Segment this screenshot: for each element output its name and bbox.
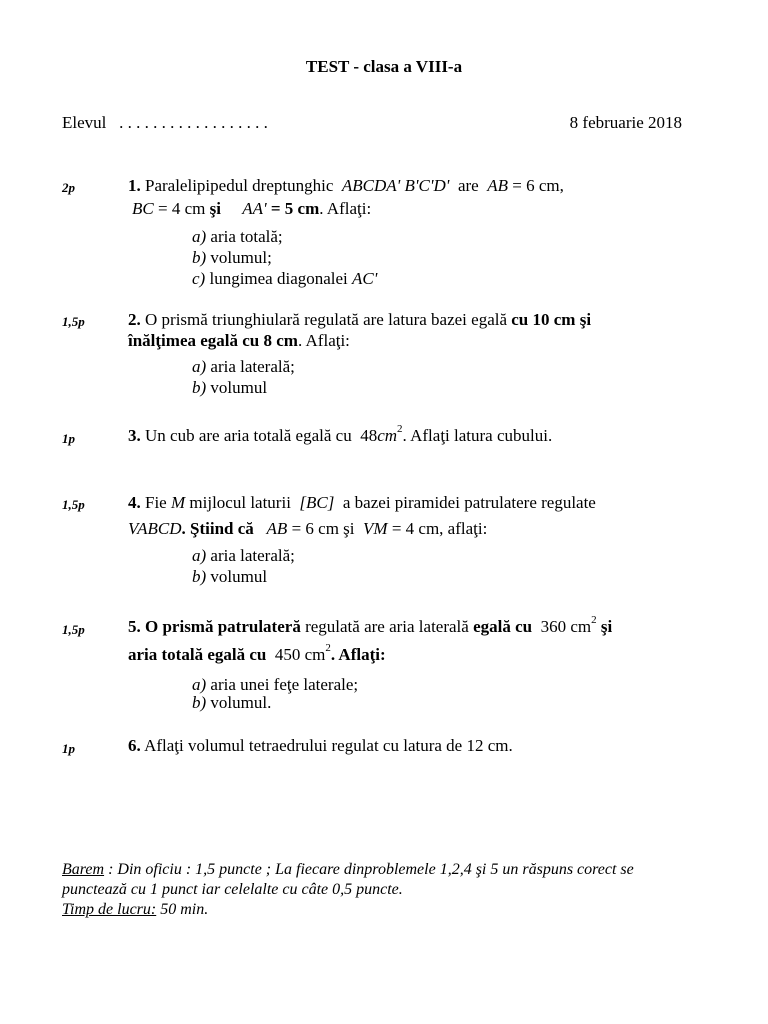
barem-label: Barem (62, 861, 105, 878)
problem-6-line (128, 736, 513, 756)
problem-6-number: 6. (128, 736, 141, 755)
problem-4-text-d: . Ştiind că (181, 519, 254, 538)
problem-1-item-a (192, 227, 283, 247)
problem-2-line1 (128, 310, 591, 330)
problem-5-text-a: O prismă patrulateră (145, 617, 301, 636)
problem-3-math: 48 (360, 426, 378, 445)
problem-4-text-b: mijlocul laturii (189, 493, 291, 512)
problem-2-item-a (192, 357, 295, 377)
time-label: Timp de lucru: (62, 901, 157, 918)
item-letter: c) (192, 269, 206, 288)
problem-5-exp-tot: 2 (325, 642, 331, 655)
problem-4-math-m: M (170, 493, 186, 512)
problem-3-text-a: Un cub are aria totală egală cu (145, 426, 352, 445)
problem-1-are: are (457, 176, 479, 195)
problem-1-math-prism: ABCDA' B'C'D' (341, 176, 450, 195)
problem-1-si: şi (209, 199, 221, 218)
problem-4-text-c: a bazei piramidei patrulatere regulate (342, 493, 596, 512)
problem-1-item-c (192, 269, 377, 289)
problem-5-si: şi (600, 617, 613, 636)
problem-4-number: 4. (128, 493, 141, 512)
item-letter: a) (192, 546, 207, 565)
problem-4-math-vm: VM (363, 519, 388, 538)
problem-1-text: Paralelipipedul dreptunghic (145, 176, 334, 195)
problem-2-item-b (192, 378, 267, 398)
problem-4-line1 (128, 493, 596, 513)
problem-4-math-ab: AB (266, 519, 288, 538)
problem-2-text-b: cu 10 cm şi (511, 310, 592, 329)
problem-2-aflati: . Aflaţi: (297, 331, 350, 350)
grading-footer (62, 860, 682, 920)
problem-3-unit: cm (377, 426, 398, 445)
student-label: Elevul (62, 113, 107, 132)
problem-1-points: 2p (62, 180, 75, 195)
problem-5-text-d: aria totală egală cu (128, 645, 267, 664)
problem-4-text-a: Fie (145, 493, 167, 512)
item-letter: a) (192, 227, 207, 246)
problem-4-item-b (192, 567, 267, 587)
problem-1-math-bc: BC (132, 199, 154, 218)
problem-5-number: 5. (128, 617, 141, 636)
problem-3-number: 3. (128, 426, 141, 445)
item-letter: a) (192, 357, 207, 376)
problem-5-item-a (192, 675, 358, 695)
problem-3-line (128, 423, 553, 446)
problem-1-math-aa: AA' (242, 199, 267, 218)
problem-2-line2 (128, 331, 350, 351)
item-text: volumul. (210, 693, 272, 712)
problem-4-math-seg: [BC] (299, 493, 335, 512)
item-letter: b) (192, 693, 207, 712)
problem-1-number: 1. (128, 176, 141, 195)
problem-4-item-a (192, 546, 295, 566)
problem-4-math-pyr: VABCD (128, 519, 182, 538)
problem-3-text-b: . Aflaţi latura cubului. (402, 426, 553, 445)
problem-1-item-b (192, 248, 272, 268)
problem-1-math-ab: AB (487, 176, 508, 195)
problem-1-eq-aa: = 5 cm (270, 199, 320, 218)
problem-1-eq-ab: = 6 cm, (512, 176, 564, 195)
problem-2-height: înălţimea egală cu 8 cm (128, 331, 298, 350)
problem-2-number: 2. (128, 310, 141, 329)
problem-3-exp: 2 (397, 423, 403, 436)
problem-5-text-b: regulată are aria laterală (305, 617, 469, 636)
barem-text: : Din oficiu : 1,5 puncte ; La fiecare dinproblemele 1,2,4 şi 5 un răspuns corect se punctează cu 1 punct iar celelalte cu câte 0,5 puncte. (62, 861, 634, 898)
problem-5-val-tot: 450 cm (274, 645, 326, 664)
item-text: volumul; (210, 248, 272, 267)
problem-2-text-a: O prismă triunghiulară regulată are latura bazei egală (145, 310, 508, 329)
item-text: aria laterală; (210, 357, 295, 376)
page-title: TEST - clasa a VIII-a (305, 57, 463, 76)
problem-3-points: 1p (62, 431, 75, 446)
problem-5-val-lat: 360 cm (540, 617, 592, 636)
problem-4-points: 1,5p (62, 497, 85, 512)
student-name-label (62, 113, 268, 133)
item-text: volumul (210, 378, 268, 397)
student-dots: . . . . . . . . . . . . . . . . . . (119, 113, 268, 132)
problem-4-line2 (128, 519, 487, 539)
item-text: lungimea diagonalei (209, 269, 348, 288)
item-letter: b) (192, 567, 207, 586)
problem-1-eq-bc: = 4 cm (157, 199, 206, 218)
test-date: 8 februarie 2018 (569, 113, 682, 132)
problem-5-points: 1,5p (62, 622, 85, 637)
item-text: aria unei feţe laterale; (210, 675, 359, 694)
item-math: AC' (352, 269, 378, 288)
problem-5-item-b (192, 693, 271, 713)
item-text: aria laterală; (210, 546, 295, 565)
item-letter: b) (192, 378, 207, 397)
problem-5-line1 (128, 614, 613, 637)
time-value: 50 min. (156, 901, 209, 918)
item-letter: b) (192, 248, 207, 267)
problem-1-line1 (128, 176, 564, 196)
problem-6-text: Aflaţi volumul tetraedrului regulat cu latura de 12 cm. (144, 736, 513, 755)
item-text: aria totală; (210, 227, 283, 246)
problem-2-points: 1,5p (62, 314, 85, 329)
problem-1-aflati: . Aflaţi: (319, 199, 372, 218)
problem-4-eq-vm: = 4 cm, aflaţi: (391, 519, 488, 538)
item-letter: a) (192, 675, 207, 694)
problem-1-line2 (132, 199, 371, 219)
problem-5-exp-lat: 2 (591, 614, 597, 627)
item-text: volumul (210, 567, 268, 586)
problem-5-text-c: egală cu (473, 617, 533, 636)
problem-4-eq-ab: = 6 cm şi (291, 519, 355, 538)
problem-6-points: 1p (62, 741, 75, 756)
problem-5-line2 (128, 642, 386, 665)
problem-5-aflati: . Aflaţi: (330, 645, 386, 664)
